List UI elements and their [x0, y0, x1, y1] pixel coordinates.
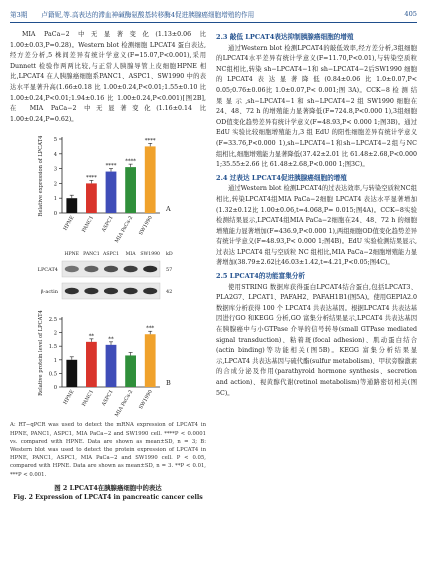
- y-axis-label: Relative expression of LPCAT4: [38, 135, 44, 217]
- y-axis-label: Relative protein level of LPCAT4: [38, 310, 44, 397]
- bar: [106, 345, 117, 387]
- blot-band: [104, 266, 118, 272]
- panel-label: B: [166, 379, 171, 388]
- figure-note: A: RT−qPCR was used to detect the mRNA expression of LPCAT4 in HPNE, PANC1, ASPC1, MIA PaCa−2 and SW1990 cell. ****P < 0.0001 vs. compared with HPNE. Data are shown as mean±SD, n = 3; B: Western blot was used to detect the protein expression of LPCAT4 in HPNE, PANC1, ASPC1, MIA PaCa−2 and SW1990 cell. P < 0.05, compared with HPNE. Data are shown as mean±SD, n = 3. **P < 0.01, ***P < 0.001.: [10, 422, 206, 478]
- y-tick-label: 4: [53, 152, 57, 159]
- x-tick-label: ASPC1: [100, 389, 115, 408]
- running-header: [10, 6, 417, 23]
- blot-band: [124, 266, 138, 272]
- blot-lane-label: SW1990: [140, 252, 160, 258]
- blot-row-label: LPCAT4: [37, 267, 58, 274]
- significance-label: ****: [105, 163, 117, 170]
- blot-row-label: β-actin: [40, 289, 58, 296]
- y-tick-label: 0.5: [48, 371, 57, 378]
- y-tick-label: 1: [53, 358, 57, 365]
- blot-band: [104, 288, 118, 294]
- x-tick-label: SW1990: [138, 389, 154, 411]
- y-tick-label: 3: [53, 166, 57, 173]
- x-tick-label: PANC1: [80, 389, 96, 408]
- blot-band: [84, 288, 98, 294]
- blot-lane-label: PANC1: [83, 252, 100, 258]
- bar: [66, 199, 77, 214]
- figure-caption-cn: 图 2 LPCAT4在胰腺癌细胞中的表达: [54, 483, 162, 492]
- y-tick-label: 1.5: [48, 344, 57, 351]
- right-column: [216, 30, 417, 399]
- x-tick-label: SW1990: [138, 215, 154, 237]
- bar: [86, 342, 97, 387]
- body-paragraph: 通过Western blot 检测LPCAT4的过表达效率,与转染空质粒NC组相比,转染LPCAT4组MIA PaCa−2细胞 LPCAT4 表达水平显著增加(1.32±0.12比 1.00±0.06,t=4.068,P= 0.015;图4A)。CCK−8实验检测结果显示,LPCAT4组MIA PaCa−2细胞在24、48、72 h 的细胞增殖能力显著增加(F=436.9,P<0.000 1),两组细胞OD值变化趋势差异有统计学意义(F=48.93,P< 0.000 1;图4B)。EdU 实验检测结果显示,过表达 LPCAT4 组与空质粒 NC 组相比,MIA PaCa−2细胞增殖能力显著增加(38.79±2.62比46.03±1.42,t=4.21,P<0.05;图4C)。: [216, 185, 417, 267]
- bar: [106, 172, 117, 213]
- significance-label: ***: [146, 326, 155, 333]
- significance-label: ****: [86, 175, 97, 182]
- body-paragraph: 通过Western blot 检测LPCAT4的敲低效率,经方差分析,3组细胞的LPCAT4水平差异有统计学意义(F=11.70,P<0.01),与转染空质粒NC组相比,转染 sh−LPCAT4−1和 sh−LPCAT4−2后SW1990 细胞的LPCAT4表达显著降低(0.84±0.06比1.0±0.07,P< 0.05;0.76±0.06比 1.0±0.07,P< 0.001;图 3A)。CCK−8 检 测 结 果 显 示 ,sh−LPCAT4−1 和 sh−LPCAT4−2 组 SW1990 细胞在 24、48、72 h 的增殖能力显著降低(F=724.8,P<0.000 1),3组细胞OD值变化趋势差异有统计学意义(F=48.93,P< 0.000 1;图3B)。通过 EdU 实验比较细胞增殖能力,3 组 EdU 的阳性细胞差异有统计学意义(F=33.76,P<0.000 1),sh−LPCAT4−1和sh−LPCAT4−2组与NC 组相比,细胞增殖能力显著降低(37.42±2.01 比 61.48±2.68,P<0.000 1;35.55±2.66 比 61.48±2.68,P<0.000 1;图3C)。: [216, 44, 417, 169]
- x-tick-label: ASPC1: [100, 215, 115, 234]
- y-tick-label: 0: [53, 385, 57, 392]
- issue-number: 第3期: [10, 11, 28, 19]
- figure-2: [10, 129, 206, 504]
- page-number: 405: [404, 10, 417, 18]
- blot-band: [65, 288, 79, 294]
- y-tick-label: 5: [53, 137, 57, 144]
- blot-lane-label: MIA: [125, 252, 136, 258]
- blot-band: [65, 266, 79, 272]
- blot-band: [143, 266, 157, 272]
- bar: [66, 360, 77, 387]
- x-tick-label: MIA PaCa-2: [114, 215, 135, 245]
- y-tick-label: 0: [53, 211, 57, 218]
- y-tick-label: 2.5: [48, 317, 57, 324]
- section-heading: 2.3 敲低 LPCAT4表达抑制胰腺癌细胞的增殖: [216, 33, 354, 41]
- panel-label: A: [166, 205, 171, 214]
- section-heading: 2.5 LPCAT4的功能富集分析: [216, 272, 306, 281]
- body-paragraph: MIA PaCa−2 中无显著变化(1.13±0.06 比 1.00±0.03,P=0.28)。Western blot 检测细胞 LPCAT4 蛋白表达,经方差分析,5 株间差异有统计学意义(F=15.07,P<0.001),采用Dunnett 检验作两两比较,与正常人胰腺导管上皮细胞HPNE 相比,LPCAT4 在人胰腺癌细胞系PANC1、ASPC1、SW1990 中的表达水平显著升高(1.66±0.18 比 1.00±0.24,P<0.01;1.55±0.10 比 1.00±0.24,P<0.01;1.94±0.16 比 1.00±0.24,P<0.001)[图2B],在 MIA PaCa−2 中无显著变化(1.16±0.14 比 1.00±0.24,P=0.62)。: [10, 31, 206, 123]
- western-blot: [10, 247, 206, 309]
- significance-label: **: [88, 333, 95, 340]
- x-tick-label: PANC1: [80, 215, 96, 234]
- blot-lane-label: ASPC1: [103, 252, 119, 258]
- y-tick-label: 1: [53, 196, 57, 203]
- chart-panel-b: [10, 309, 206, 421]
- blot-kda-header: kD: [166, 252, 173, 258]
- significance-label: **: [108, 336, 114, 343]
- bar: [145, 147, 156, 214]
- bar: [125, 167, 136, 213]
- blot-band: [84, 266, 98, 272]
- running-title: 卢籍妮,等.高表达的滞血神碱酶氨酸基转移酶4促进胰腺癌细胞增殖的作用: [41, 11, 255, 19]
- bar: [86, 184, 97, 214]
- left-column: [10, 30, 206, 504]
- significance-label: ****: [144, 138, 156, 145]
- blot-band: [124, 288, 138, 294]
- body-paragraph: 使用STRING 数据库获得蛋白LPCAT4结合蛋白,包括LPCAT3、PLA2G7、LPCAT1、PAFAH2、PAFAH1B1(图5A)。使用GEPIA2.0数据库分析获得 100 个 LPCAT4 共表达基因。根据LPCAT4 共表达基因进行GO 和KEGG 分析,GO 富集分析结果显示,LPCAT4 共表达基因在胰腺癌中与小GTPase 介导的信号转导(small GTPase mediated signal transduction)、粘着斑(focal adhesion)、肌动蛋白结合(actin binding)等功能相关(图5B)。KEGG 富集分析结果显示,LPCAT4 共表达基因与硫代酯(sulfur metabolism)、甲状旁腺激素的合成分泌及作用(parathyroid hormone synthesis、secretion and action)、视黄醇代谢(retinol metabolism)等通路密切相关(图5C)。: [216, 283, 417, 397]
- blot-band: [143, 288, 157, 294]
- bar: [145, 335, 156, 388]
- blot-lane-label: HPNE: [64, 252, 80, 258]
- bar: [125, 356, 136, 388]
- section-heading: 2.4 过表达 LPCAT4促进胰腺癌细胞的增殖: [216, 173, 347, 182]
- blot-kda-label: 42: [166, 289, 173, 296]
- blot-kda-label: 57: [166, 267, 173, 274]
- chart-panel-a: [10, 129, 206, 247]
- x-tick-label: HPNE: [62, 389, 76, 406]
- y-tick-label: 2: [53, 181, 57, 188]
- x-tick-label: MIA PaCa-2: [114, 389, 135, 419]
- x-tick-label: HPNE: [62, 215, 76, 232]
- figure-caption-en: Fig. 2 Expression of LPCAT4 in pancreatic cancer cells: [13, 494, 203, 502]
- y-tick-label: 2: [53, 330, 57, 337]
- significance-label: ****: [125, 158, 136, 165]
